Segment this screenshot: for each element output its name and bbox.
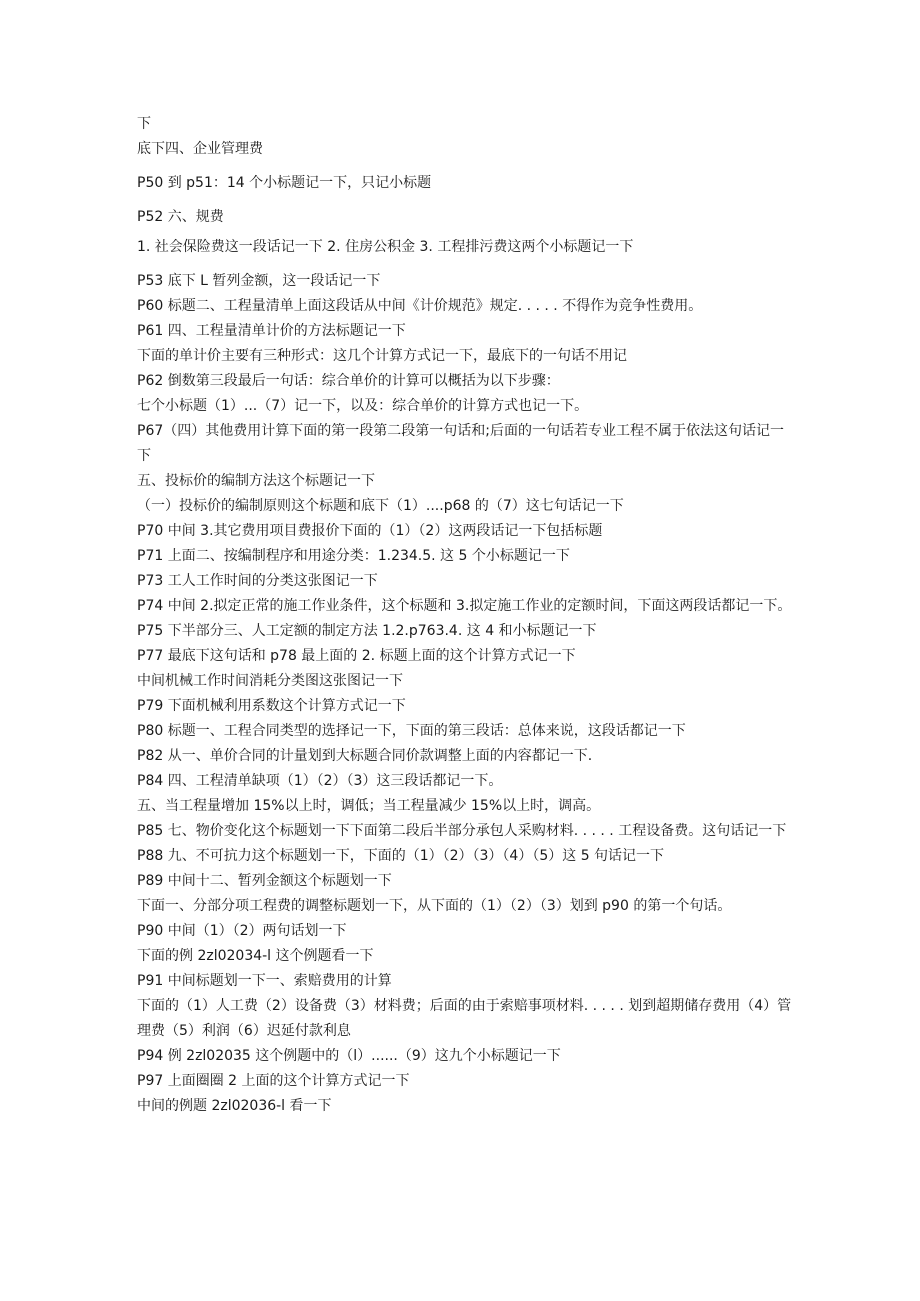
text-line: P79 下面机械利用系数这个计算方式记一下 — [137, 698, 406, 714]
text-line: 中间的例题 2zl02036-l 看一下 — [137, 1098, 332, 1114]
text-line: P67（四）其他费用计算下面的第一段第二段第一句话和;后面的一句话若专业工程不属于依法这句话记一下 — [137, 423, 784, 464]
text-line: P74 中间 2.拟定正常的施工作业条件，这个标题和 3.拟定施工作业的定额时间，下面这两段话都记一下。 — [137, 598, 792, 614]
text-line: 1. 社会保险费这一段话记一下 2. 住房公积金 3. 工程排污费这两个小标题记一下 — [137, 239, 634, 255]
text-line: P89 中间十二、暂列金额这个标题划一下 — [137, 873, 392, 889]
text-line: P61 四、工程量清单计价的方法标题记一下 — [137, 323, 406, 339]
text-line: P82 从一、单价合同的计量划到大标题合同价款调整上面的内容都记一下. — [137, 748, 593, 764]
text-line: 下面一、分部分项工程费的调整标题划一下，从下面的（1）（2）（3）划到 p90 的第一个句话。 — [137, 898, 732, 914]
text-line: P97 上面圈圈 2 上面的这个计算方式记一下 — [137, 1073, 410, 1089]
text-line: P88 九、不可抗力这个标题划一下，下面的（1）（2）（3）（4）（5）这 5 句话记一下 — [137, 848, 665, 864]
text-line: P50 到 p51：14 个小标题记一下，只记小标题 — [137, 175, 432, 191]
text-line: （一）投标价的编制原则这个标题和底下（1）....p68 的（7）这七句话记一下 — [137, 498, 624, 514]
text-line: P52 六、规费 — [137, 209, 224, 225]
text-line: 下 — [137, 116, 151, 132]
text-line: 中间机械工作时间消耗分类图这张图记一下 — [137, 673, 403, 689]
text-line: P84 四、工程清单缺项（1）（2）（3）这三段话都记一下。 — [137, 773, 503, 789]
text-line: P75 下半部分三、人工定额的制定方法 1.2.p763.4. 这 4 和小标题记一下 — [137, 623, 597, 639]
text-line: P62 倒数第三段最后一句话：综合单价的计算可以概括为以下步骤： — [137, 373, 560, 389]
text-line: P80 标题一、工程合同类型的选择记一下，下面的第三段话：总体来说，这段话都记一下 — [137, 723, 686, 739]
text-line: 下面的单计价主要有三种形式：这几个计算方式记一下，最底下的一句话不用记 — [137, 348, 627, 364]
text-line: P77 最底下这句话和 p78 最上面的 2. 标题上面的这个计算方式记一下 — [137, 648, 576, 664]
text-line: P71 上面二、按编制程序和用途分类：1.234.5. 这 5 个小标题记一下 — [137, 548, 570, 564]
document-body — [137, 112, 792, 1119]
text-line: 底下四、企业管理费 — [137, 141, 263, 157]
text-line: 下面的（1）人工费（2）设备费（3）材料费；后面的由于索赔事项材料. . . . . 划到超期储存费用（4）管理费（5）利润（6）迟延付款利息 — [137, 998, 792, 1039]
text-line: P94 例 2zl02035 这个例题中的（l）......（9）这九个小标题记一下 — [137, 1048, 561, 1064]
text-line: P73 工人工作时间的分类这张图记一下 — [137, 573, 378, 589]
text-line: P53 底下 L 暂列金额，这一段话记一下 — [137, 273, 381, 289]
text-line: 五、当工程量增加 15%以上时，调低；当工程量减少 15%以上时，调高。 — [137, 798, 601, 814]
text-line: P91 中间标题划一下一、索赔费用的计算 — [137, 973, 392, 989]
text-line: P70 中间 3.其它费用项目费报价下面的（1）（2）这两段话记一下包括标题 — [137, 523, 603, 539]
text-line: 下面的例 2zl02034-l 这个例题看一下 — [137, 948, 374, 964]
text-line: 五、投标价的编制方法这个标题记一下 — [137, 473, 375, 489]
text-line: 七个小标题（1）...（7）记一下，以及：综合单价的计算方式也记一下。 — [137, 398, 589, 414]
text-line: P90 中间（1）（2）两句话划一下 — [137, 923, 347, 939]
text-line: P60 标题二、工程量清单上面这段话从中间《计价规范》规定. . . . . 不得作为竞争性费用。 — [137, 298, 703, 314]
text-line: P85 七、物价变化这个标题划一下下面第二段后半部分承包人采购材料. . . . . 工程设备费。这句话记一下 — [137, 823, 787, 839]
